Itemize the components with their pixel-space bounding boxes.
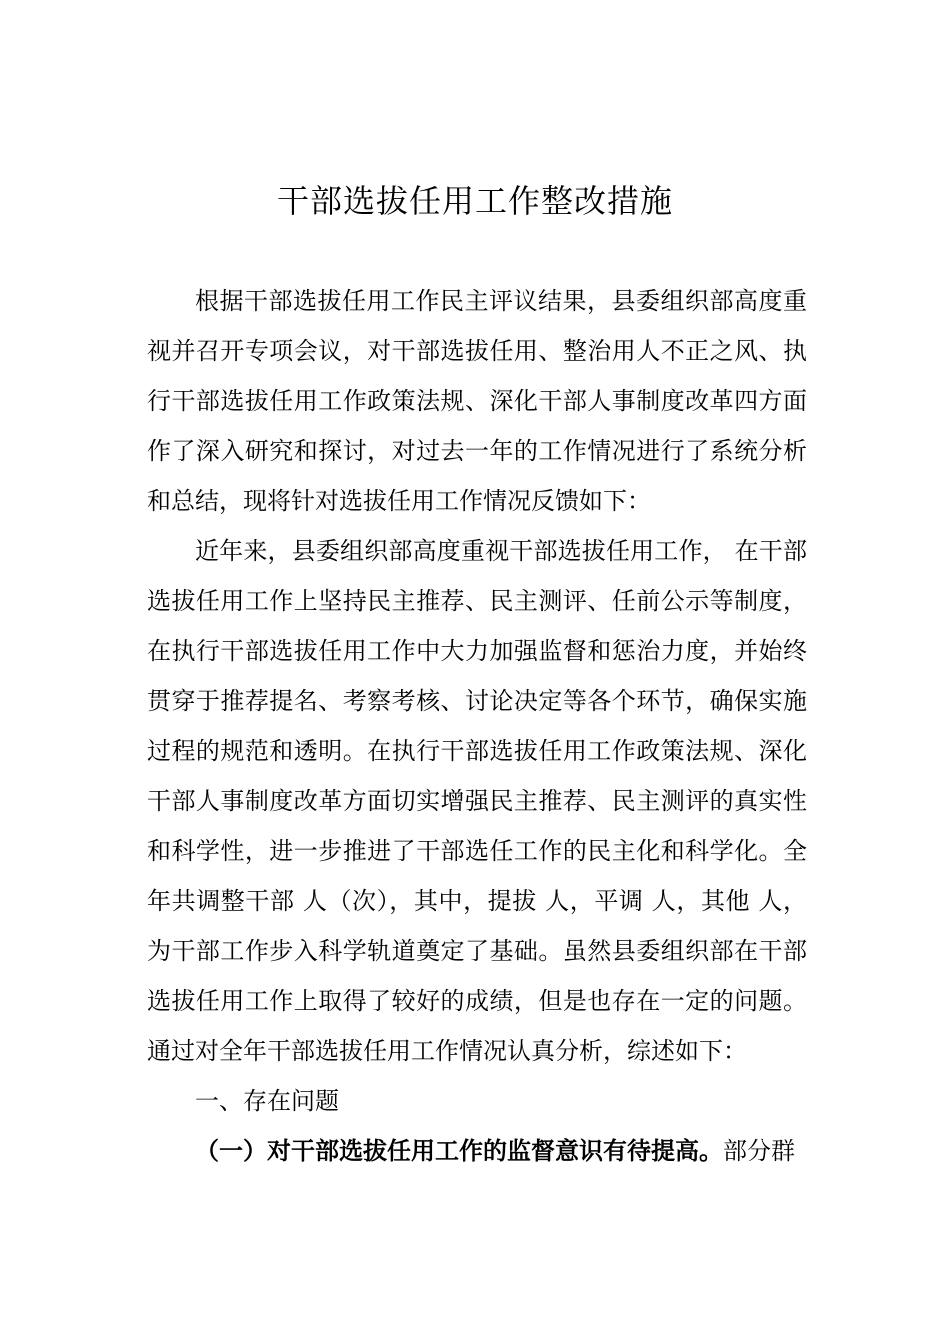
document-title: 干部选拔任用工作整改措施 [276, 182, 673, 220]
section-heading-problems: 一、存在问题 [195, 1087, 339, 1115]
subsection-text: 部分群 [723, 1137, 795, 1165]
paragraph-overview: 近年来，县委组织部高度重视干部选拔任用工作， 在干部选拔任用工作上坚持民主推荐、民主测评、任前公示等制度，在执行干部选拔任用工作中大力加强监督和惩治力度，并始终贯穿于推荐提名、考察考核、讨论决定等各个环节，确保实施过程的规范和透明。在执行干部选拔任用工作政策法规、深化干部人事制度改革方面切实增强民主推荐、民主测评的真实性和科学性，进一步推进了干部选任工作的民主化和科学化。全年共调整干部 人（次），其中，提拔 人，平调 人，其他 人，为干部工作步入科学轨道奠定了基础。虽然县委组织部在干部选拔任用工作上取得了较好的成绩，但是也存在一定的问题。通过对全年干部选拔任用工作情况认真分析，综述如下： [147, 537, 807, 1065]
document-body [147, 276, 807, 1176]
subsection-lead: （一）对干部选拔任用工作的监督意识有待提高。 [195, 1136, 723, 1165]
subsection-supervision [147, 1126, 807, 1176]
paragraph-intro: 根据干部选拔任用工作民主评议结果，县委组织部高度重视并召开专项会议，对干部选拔任用、整治用人不正之风、执行干部选拔任用工作政策法规、深化干部人事制度改革四方面作了深入研究和探讨，对过去一年的工作情况进行了系统分析和总结，现将针对选拔任用工作情况反馈如下： [147, 287, 807, 515]
